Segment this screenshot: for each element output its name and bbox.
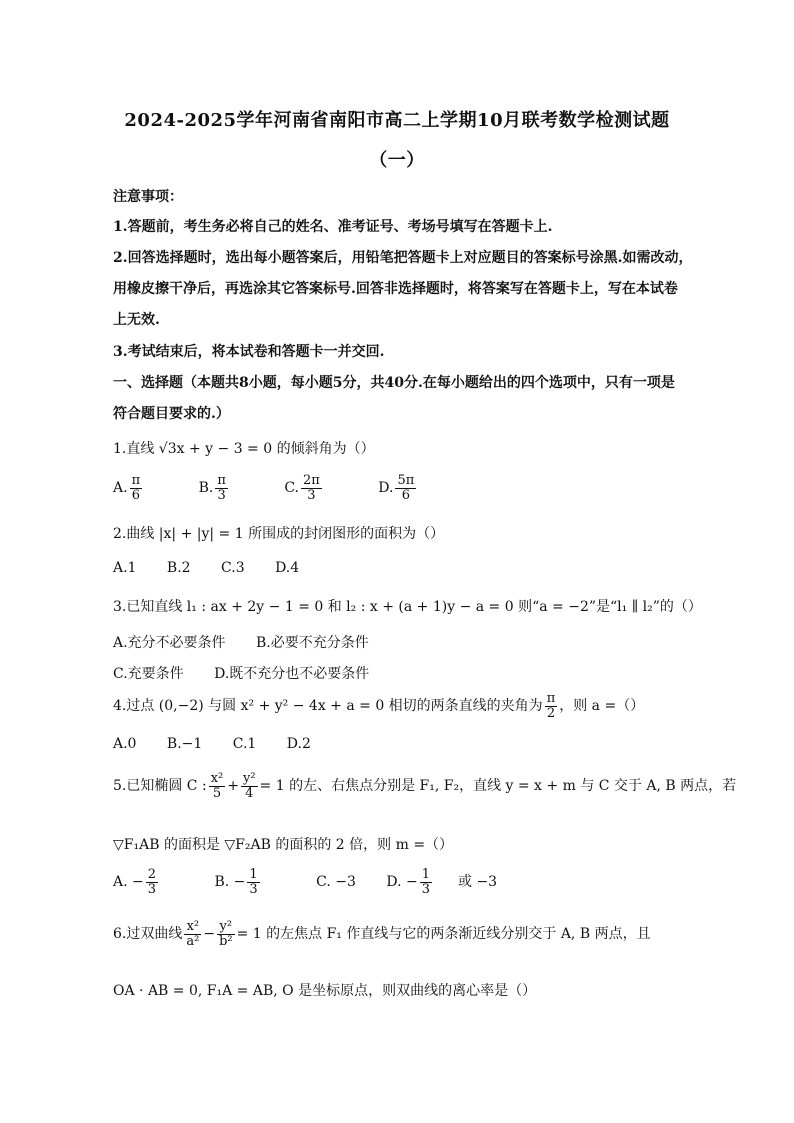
question-3-options-row2 xyxy=(113,663,395,683)
option-d: D.既不充分也不必要条件 xyxy=(214,666,370,682)
notice-item: 用橡皮擦干净后，再选涂其它答案标号.回答非选择题时，将答案写在答题卡上，写在本试卷 xyxy=(113,281,678,297)
question-3-options-row1 xyxy=(113,632,395,652)
option-d: D. − $\frac{1}{3}$ 或 −3 xyxy=(386,867,498,897)
notice-item: 1.答题前，考生务必将自己的姓名、准考证号、考场号填写在答题卡上. xyxy=(113,219,553,235)
question-6-stem: 6.过双曲线 $\frac{\text{x²}}{\text{a²}}$ − $\frac{\text{y²}}{\text{b²}}$ = 1 的左焦点 F₁ 作直线与它的两条渐近线分别交于 A, B 两点，且 xyxy=(113,919,651,949)
question-1-options xyxy=(113,474,468,502)
question-4-stem: 4.过点 (0,−2) 与圆 x² + y² − 4x + a = 0 相切的两条直线的夹角为 $\frac{\pi}{2}$ ，则 a =（） xyxy=(113,691,645,721)
option-b: B. − $\frac{1}{3}$ xyxy=(214,867,258,897)
notice-heading: 注意事项： xyxy=(113,189,183,205)
option-a: A.1 xyxy=(113,560,137,576)
notice-item: 上无效. xyxy=(113,312,160,328)
question-2-options xyxy=(113,560,325,576)
option-a: A.充分不必要条件 xyxy=(113,635,226,651)
option-b: B.必要不充分条件 xyxy=(256,635,369,651)
option-b: B.−1 xyxy=(166,736,203,752)
notice-item: 2.回答选择题时，选出每小题答案后，用铅笔把答题卡上对应题目的答案标号涂黑.如需改动， xyxy=(113,250,693,266)
question-5-stem: 5.已知椭圆 C : $\frac{\text{x²}}{5}$ + $\frac{\text{y²}}{4}$ = 1 的左、右焦点分别是 F₁, F₂，直线 y = x + m 与 C 交于 A, B 两点，若 xyxy=(113,771,737,801)
option-a: A. − $\frac{2}{3}$ xyxy=(113,867,157,897)
exam-title-suffix: （一） xyxy=(369,150,425,171)
option-c: C. $\frac{2\pi}{3}$ xyxy=(284,473,320,503)
question-2-stem: 2.曲线 |x| + |y| = 1 所围成的封闭图形的面积为（） xyxy=(113,526,445,542)
option-c: C.1 xyxy=(232,736,257,752)
question-4-options xyxy=(113,736,337,752)
option-b: B. $\frac{\pi}{3}$ xyxy=(198,473,226,503)
notice-item: 3.考试结束后，将本试卷和答题卡一并交回. xyxy=(113,344,385,360)
option-c: C.充要条件 xyxy=(113,666,184,682)
question-1-stem: 1.直线 √3x + y − 3 = 0 的倾斜角为（） xyxy=(113,441,375,457)
option-d: D.2 xyxy=(286,736,311,752)
section-heading: 一、选择题（本题共8小题，每小题5分，共40分.在每小题给出的四个选项中，只有一项是 xyxy=(113,375,675,391)
exam-title: 2024-2025学年河南省南阳市高二上学期10月联考数学检测试题 xyxy=(124,110,670,131)
question-6-stem-line2: OA · AB = 0, F₁A = AB, O 是坐标原点，则双曲线的离心率是（） xyxy=(113,983,537,999)
question-5-stem-line2: ▽F₁AB 的面积是 ▽F₂AB 的面积的 2 倍，则 m =（） xyxy=(113,837,454,853)
option-b: B.2 xyxy=(166,560,191,576)
question-5-options xyxy=(113,868,523,896)
option-c: C.3 xyxy=(221,560,245,576)
option-d: D. $\frac{5\pi}{6}$ xyxy=(378,473,415,503)
option-a: A.0 xyxy=(113,736,137,752)
question-3-stem: 3.已知直线 l₁ : ax + 2y − 1 = 0 和 l₂ : x + (a + 1)y − a = 0 则“a = −2”是“l₁ ∥ l₂”的（） xyxy=(113,599,702,615)
section-heading: 符合题目要求的.） xyxy=(113,406,230,422)
option-c: C. −3 xyxy=(316,874,356,891)
option-a: A. $\frac{\pi}{6}$ xyxy=(113,473,141,503)
option-d: D.4 xyxy=(275,560,300,576)
